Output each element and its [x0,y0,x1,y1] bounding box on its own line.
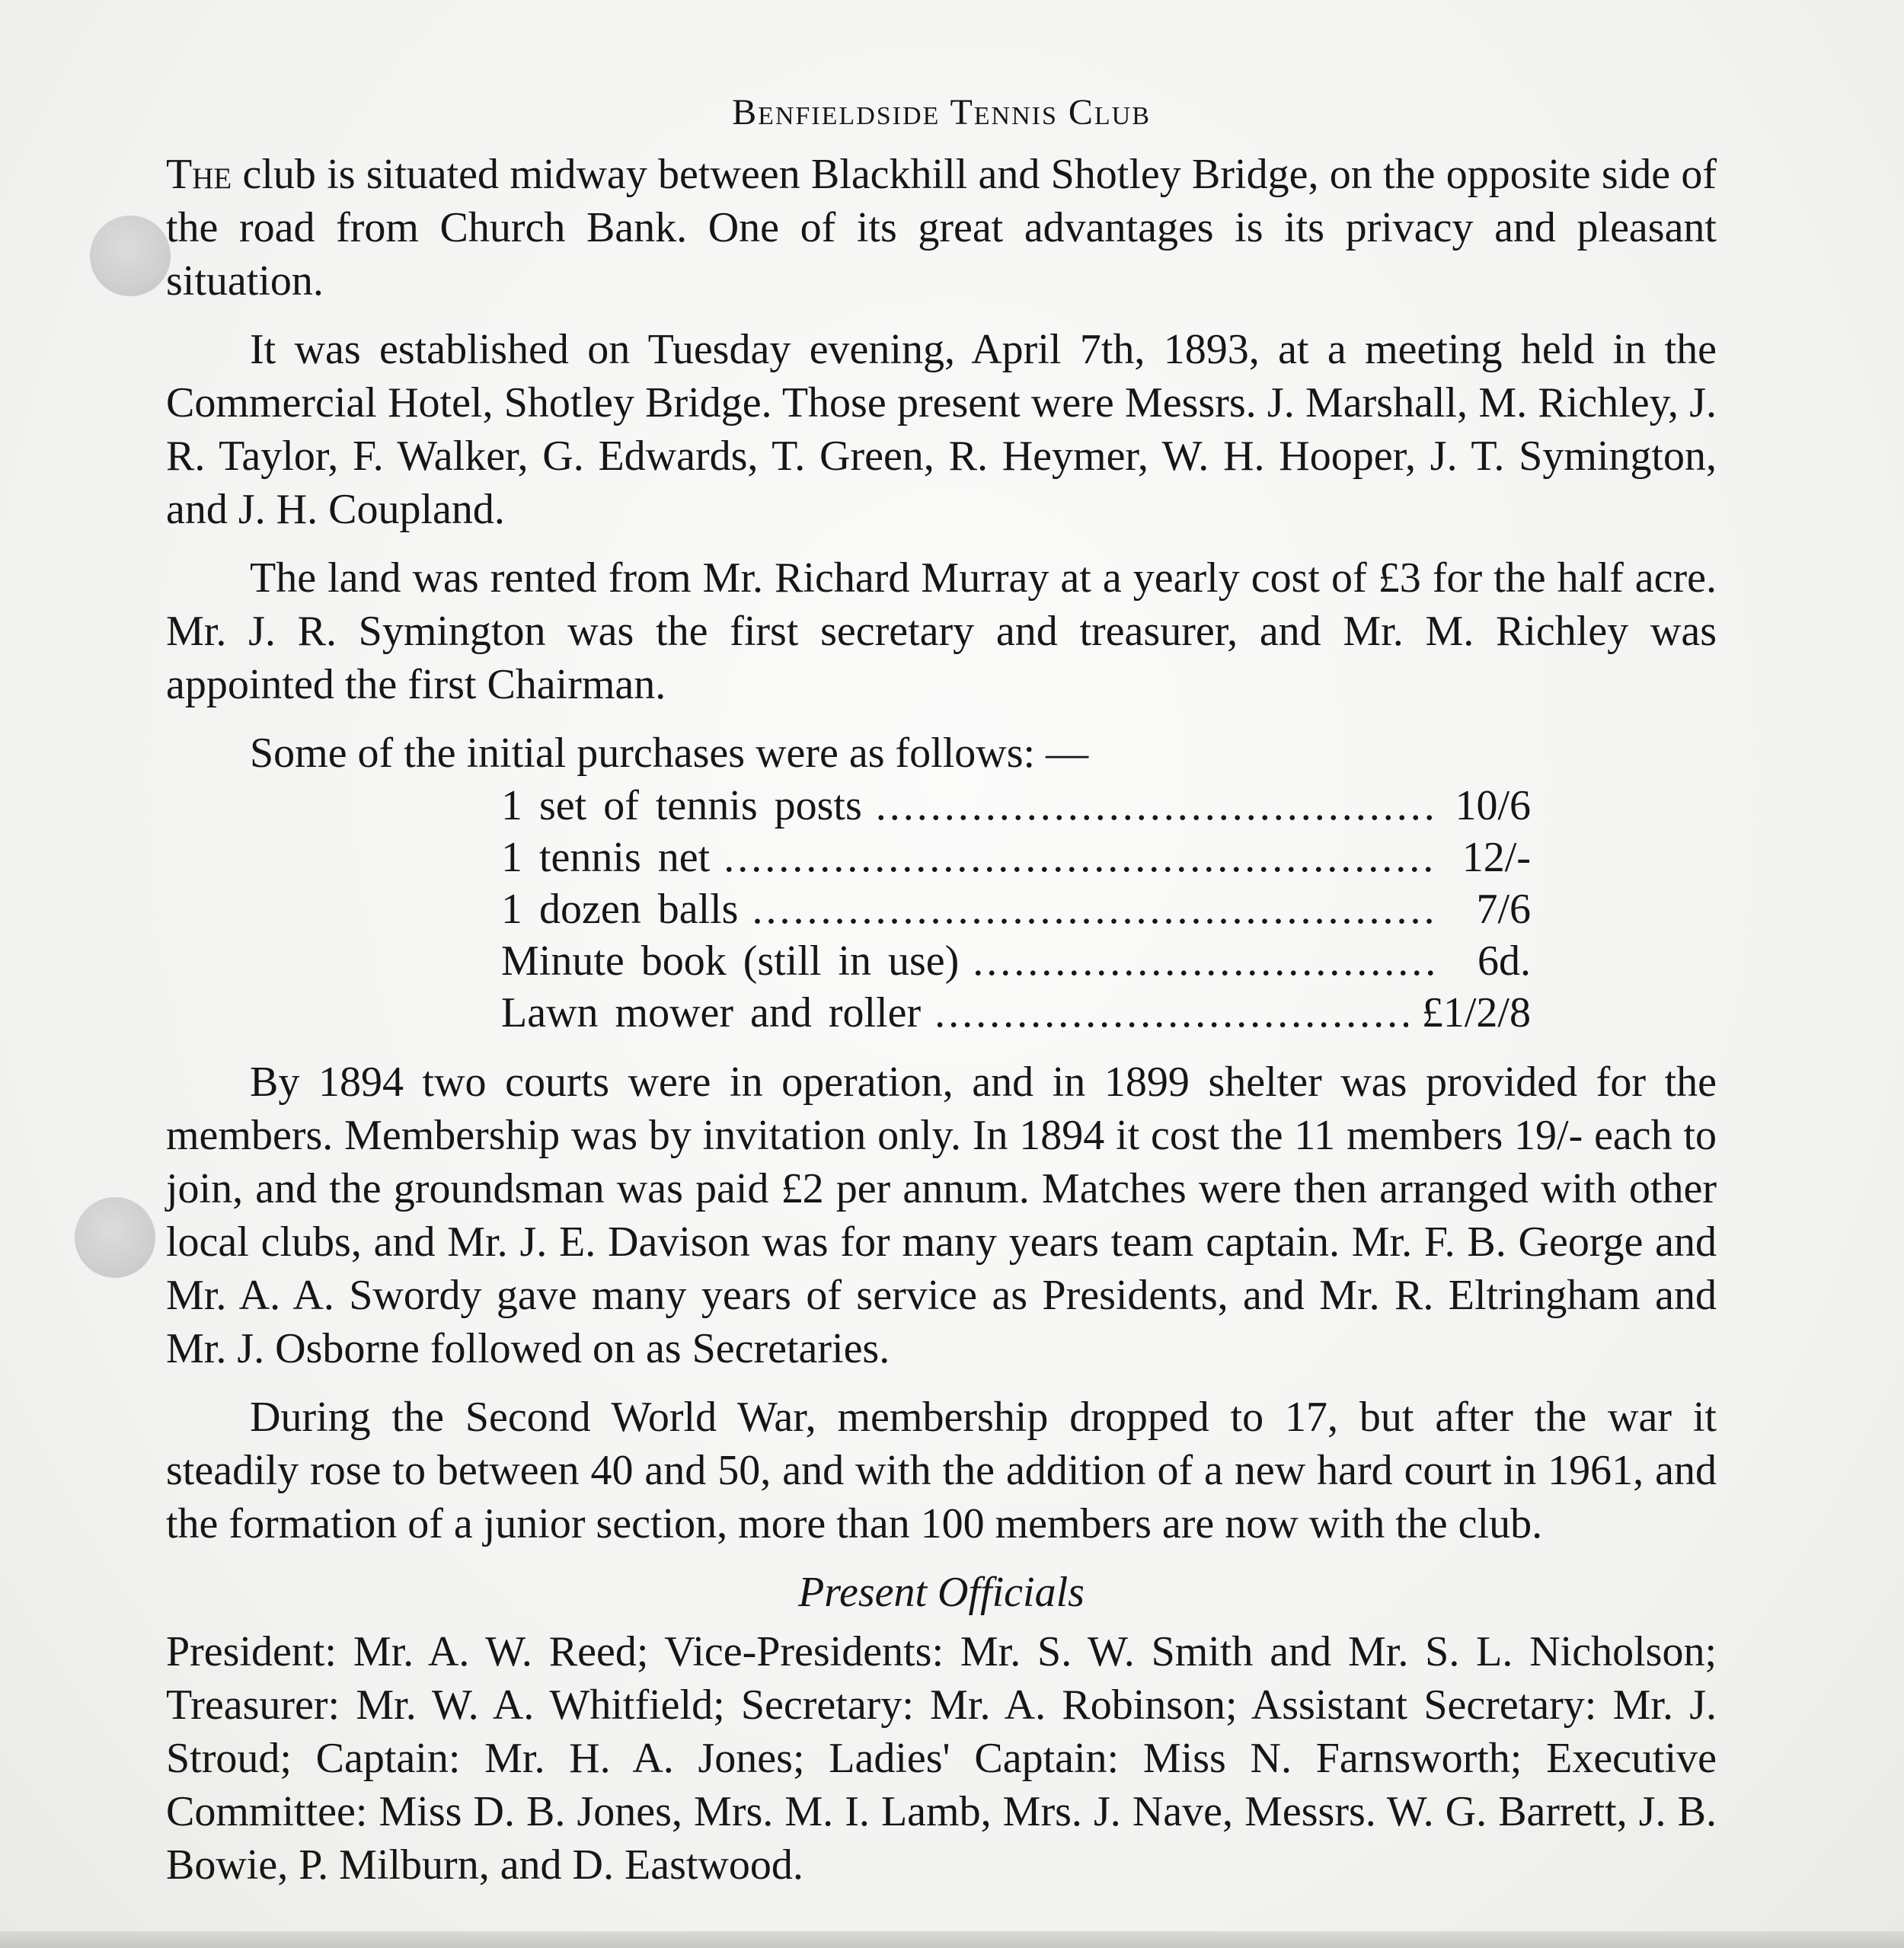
purchases-list [501,780,1531,1039]
article-title: Benfieldside Tennis Club [732,92,1151,133]
purchase-price: 7/6 [1476,886,1531,933]
dot-leader [724,832,1433,883]
purchase-item: Minute book (still in use) [501,937,960,985]
article-body [166,85,1717,1892]
officials-heading: Present Officials [798,1569,1085,1616]
purchase-price: 6d. [1478,937,1531,985]
dot-leader [876,780,1433,832]
purchase-price: 10/6 [1455,782,1531,829]
purchase-row [501,780,1531,832]
paragraph-land: The land was rented from Mr. Richard Murray at a yearly cost of £3 for the half acre. Mr. J. R. Symington was the first secretary and treasurer, and Mr. M. Richley was appointed the first Chairman. [166,554,1717,708]
purchase-item: 1 tennis net [501,834,711,881]
purchase-item: 1 set of tennis posts [501,782,862,829]
paragraph-location-text: club is situated midway between Blackhill and Shotley Bridge, on the opposite side of the road from Church Bank. One of its great advantages is its privacy and pleasant situation. [166,151,1717,305]
officials-list: President: Mr. A. W. Reed; Vice-Presidents: Mr. S. W. Smith and Mr. S. L. Nicholson; Treasurer: Mr. W. A. Whitfield; Secretary: Mr. A. Robinson; Assistant Secretary: Mr. J. Stroud; Captain: Mr. H. A. Jones; Ladies' Captain: Miss N. Farnsworth; Executive Committee: Miss D. B. Jones, Mrs. M. I. Lamb, Mrs. J. Nave, Messrs. W. G. Barrett, J. B. Bowie, P. Milburn, and D. Eastwood. [166,1628,1717,1889]
dot-leader [752,883,1433,935]
purchase-row [501,883,1531,935]
punch-hole-top [90,216,171,296]
paragraph-history: By 1894 two courts were in operation, and in 1899 shelter was provided for the members. Membership was by invitation only. In 1894 it cost the 11 members 19/- each to join, and the groundsman was paid £2 per annum. Matches were then arranged with other local clubs, and Mr. J. E. Davison was for many years team captain. Mr. F. B. George and Mr. A. A. Swordy gave many years of service as Presidents, and Mr. R. Eltringham and Mr. J. Osborne followed on as Secretaries. [166,1059,1717,1372]
dot-leader [934,987,1408,1039]
paragraph-lead-word: The [166,151,232,198]
paragraph-purchases-intro: Some of the initial purchases were as follows: — [250,730,1089,777]
page-bottom-edge [0,1931,1904,1948]
purchase-price: 12/- [1462,834,1531,881]
purchase-row [501,832,1531,883]
purchase-row [501,987,1531,1039]
purchase-price: £1/2/8 [1421,989,1531,1036]
purchase-item: Lawn mower and roller [501,989,922,1036]
punch-hole-bottom [75,1197,155,1278]
dot-leader [973,935,1433,987]
paragraph-location [166,148,1717,308]
paragraph-wartime: During the Second World War, membership dropped to 17, but after the war it steadily rose to between 40 and 50, and with the addition of a new hard court in 1961, and the formation of a junior section, more than 100 members are now with the club. [166,1394,1717,1547]
purchase-row [501,935,1531,987]
paragraph-establishment: It was established on Tuesday evening, April 7th, 1893, at a meeting held in the Commercial Hotel, Shotley Bridge. Those present were Messrs. J. Marshall, M. Richley, J. R. Taylor, F. Walker, G. Edwards, T. Green, R. Heymer, W. H. Hooper, J. T. Symington, and J. H. Coupland. [166,326,1717,533]
purchase-item: 1 dozen balls [501,886,739,933]
